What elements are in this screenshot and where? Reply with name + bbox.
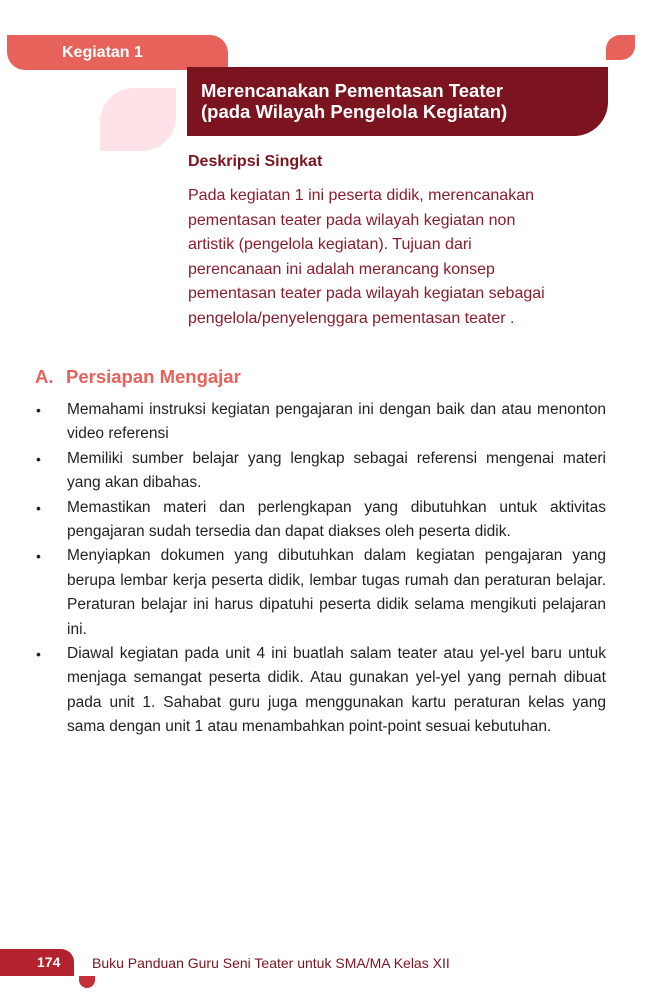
- bullet-icon: •: [36, 646, 41, 663]
- description-line: pementasan teater pada wilayah kegiatan sebagai: [188, 285, 545, 303]
- description-line: perencanaan ini adalah merancang konsep: [188, 260, 495, 278]
- description-line: pengelola/penyelenggara pementasan teater .: [188, 309, 515, 327]
- list-item-text: Diawal kegiatan pada unit 4 ini buatlah salam teater atau yel-yel baru untuk menjaga semangat peserta didik. Atau gunakan yel-yel yang pernah dibuat pada unit 1. Sahabat guru juga menggunakan kartu peraturan kelas yang sama dengan unit 1 atau menambahkan point-point sesuai kebutuhan.: [67, 645, 606, 736]
- page-number: 174: [37, 954, 61, 970]
- list-item: [36, 398, 606, 447]
- description-line: pementasan teater pada wilayah kegiatan non: [188, 211, 516, 229]
- list-item-text: Menyiapkan dokumen yang dibutuhkan dalam kegiatan pengajaran yang berupa lembar kerja peserta didik, lembar tugas rumah dan peraturan belajar. Peraturan belajar ini harus dipatuhi peserta didik selama mengikuti pelajaran ini.: [67, 547, 606, 638]
- bullet-icon: •: [36, 548, 41, 565]
- list-item: [36, 544, 606, 642]
- description-line: Pada kegiatan 1 ini peserta didik, merencanakan: [188, 187, 534, 204]
- section-title: Persiapan Mengajar: [66, 366, 241, 387]
- list-item: [36, 447, 606, 496]
- activity-label-tab: [7, 35, 228, 70]
- footer-decoration: [79, 976, 95, 988]
- bullet-icon: •: [36, 499, 41, 516]
- description-body: [188, 184, 608, 332]
- description-heading: Deskripsi Singkat: [188, 153, 323, 170]
- footer-book-title: Buku Panduan Guru Seni Teater untuk SMA/MA Kelas XII: [92, 955, 450, 971]
- section-heading: [35, 365, 241, 389]
- bullet-icon: •: [36, 450, 41, 467]
- bullet-icon: •: [36, 402, 41, 418]
- corner-decoration-right: [606, 35, 635, 60]
- activity-title-line: Merencanakan Pementasan Teater: [201, 80, 503, 101]
- activity-title-box: [187, 67, 608, 136]
- list-item-text: Memiliki sumber belajar yang lengkap sebagai referensi mengenai materi yang akan dibahas.: [67, 449, 606, 492]
- activity-title-line: (pada Wilayah Pengelola Kegiatan): [201, 101, 508, 122]
- page-number-tab: [0, 949, 74, 976]
- list-item: [36, 642, 606, 740]
- pink-decoration-shape: [100, 88, 176, 151]
- activity-label: Kegiatan 1: [62, 44, 143, 61]
- preparation-list: [36, 398, 606, 740]
- list-item-text: Memahami instruksi kegiatan pengajaran ini dengan baik dan atau menonton video referensi: [67, 401, 606, 443]
- description-line: artistik (pengelola kegiatan). Tujuan dari: [188, 236, 472, 254]
- list-item-text: Memastikan materi dan perlengkapan yang dibutuhkan untuk aktivitas pengajaran sudah tersedia dan dapat diakses oleh peserta didik.: [67, 498, 606, 541]
- section-letter: A.: [35, 366, 54, 387]
- list-item: [36, 496, 606, 545]
